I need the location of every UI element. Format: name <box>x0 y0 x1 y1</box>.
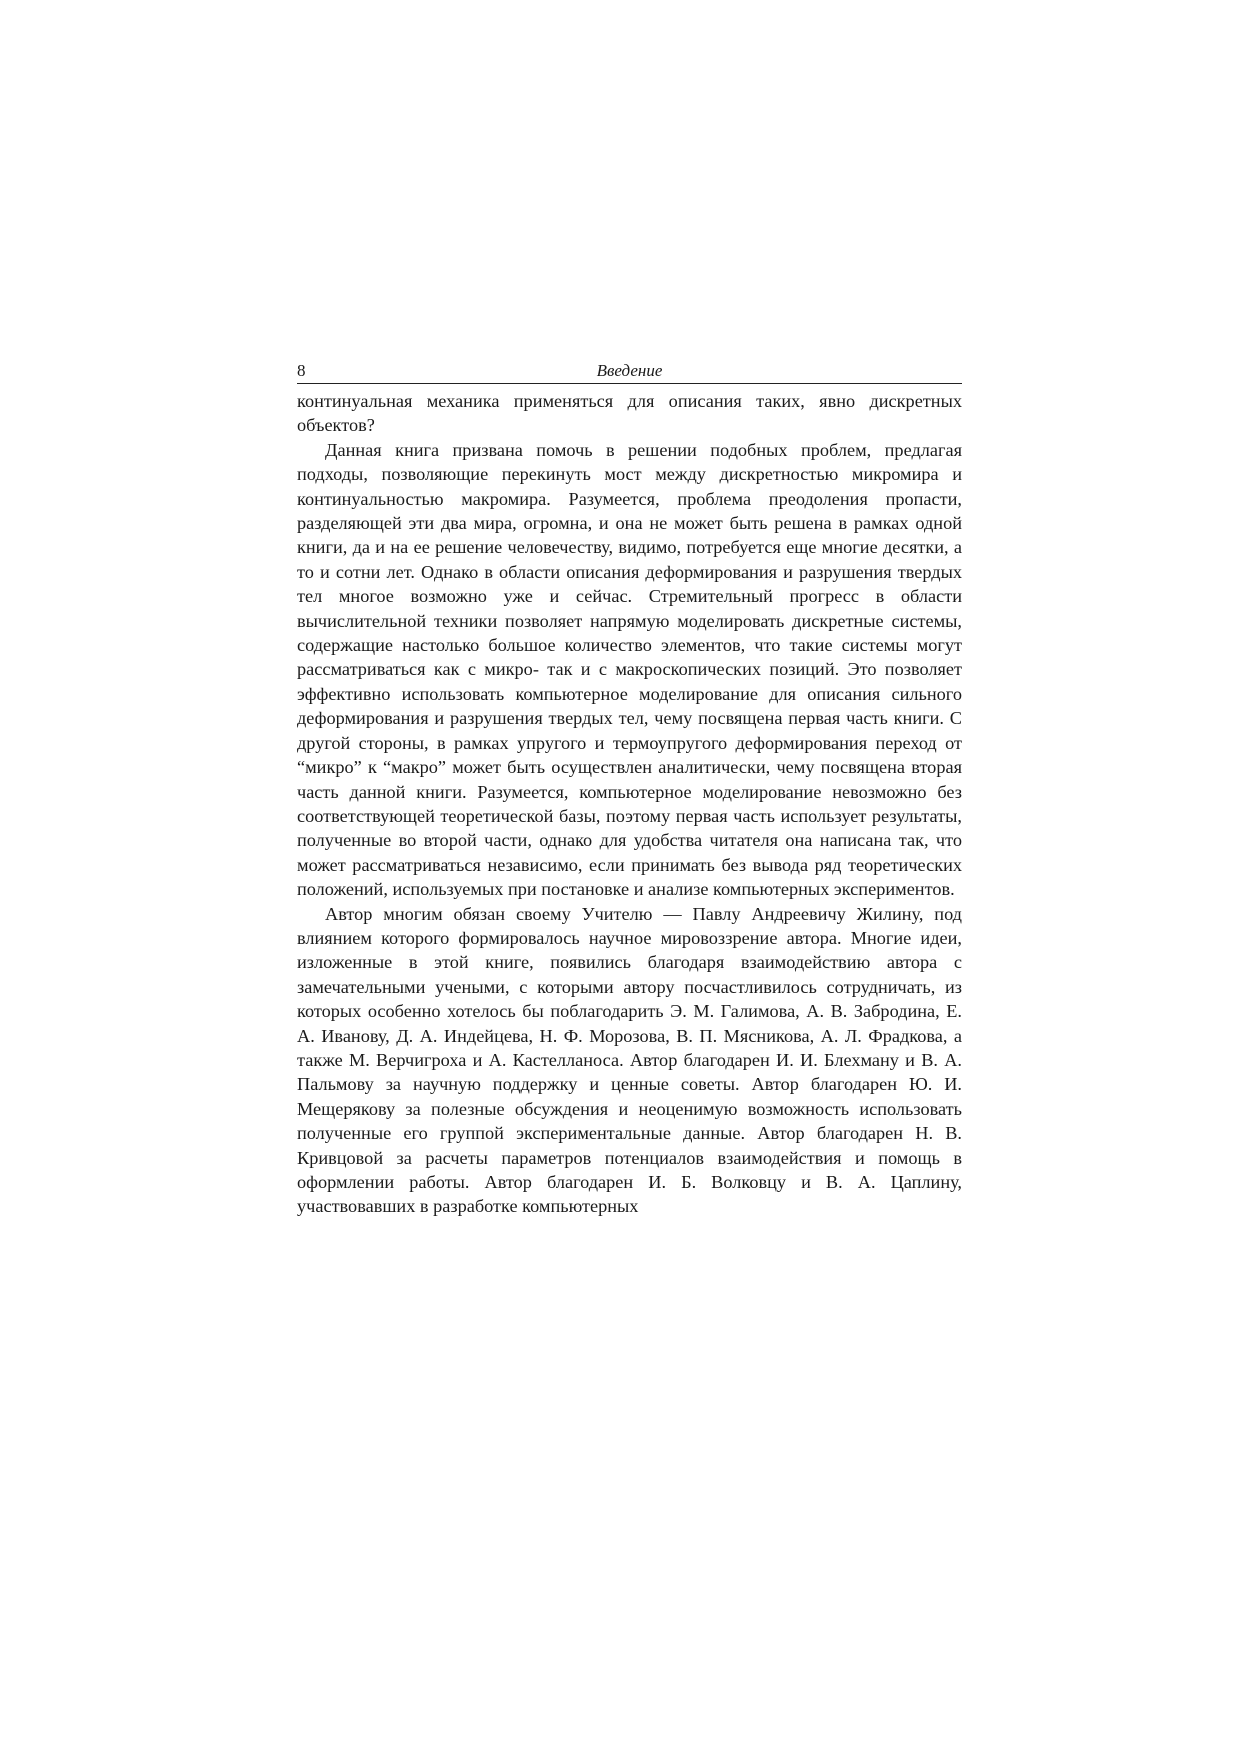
running-head <box>297 361 962 384</box>
page-number: 8 <box>297 361 306 380</box>
body-text <box>297 389 962 1219</box>
section-title: Введение <box>596 361 663 380</box>
paragraph-book-purpose: Данная книга призвана помочь в решении подобных проблем, предлагая подходы, позволяющие перекинуть мост между дискретностью микромира и континуальностью макромира. Разумеется, проблема преодоления пропасти, разделяющей эти два мира, огромна, и она не может быть решена в рамках одной книги, да и на ее решение человечеству, видимо, потребуется еще многие десятки, а то и сотни лет. Однако в области описания деформирования и разрушения твердых тел многое возможно уже и сейчас. Стремительный прогресс в области вычислительной техники позволяет напрямую моделировать дискретные системы, содержащие настолько большое количество элементов, что такие системы могут рассматриваться как с микро- так и с макроскопических позиций. Это позволяет эффективно использовать компьютерное моделирование для описания сильного деформирования и разрушения твердых тел, чему посвящена первая часть книги. С другой стороны, в рамках упругого и термоупругого деформирования переход от “микро” к “макро” может быть осуществлен аналитически, чему посвящена вторая часть данной книги. Разумеется, компьютерное моделирование невозможно без соответствующей теоретической базы, поэтому первая часть использует результаты, полученные во второй части, однако для удобства читателя она написана так, что может рассматриваться независимо, если принимать без вывода ряд теоретических положений, используемых при постановке и анализе компьютерных экспериментов. <box>297 439 962 900</box>
paragraph-acknowledgements: Автор многим обязан своему Учителю — Павлу Андреевичу Жилину, под влиянием которого формировалось научное мировоззрение автора. Многие идеи, изложенные в этой книге, появились благодаря взаимодействию автора с замечательными учеными, с которыми автору посчастливилось сотрудничать, из которых особенно хотелось бы поблагодарить Э. М. Галимова, А. В. Забродина, Е. А. Иванову, Д. А. Индейцева, Н. Ф. Морозова, В. П. Мясникова, А. Л. Фрадкова, а также М. Верчигроха и А. Кастелланоса. Автор благодарен И. И. Блехману и В. А. Пальмову за научную поддержку и ценные советы. Автор благодарен Ю. И. Мещерякову за полезные обсуждения и неоценимую возможность использовать полученные его группой экспериментальные данные. Автор благодарен Н. В. Кривцовой за расчеты параметров потенциалов взаимодействия и помощь в оформлении работы. Автор благодарен И. Б. Волковцу и В. А. Цаплину, участвовавших в разработке компьютерных <box>297 903 962 1217</box>
book-page <box>297 361 962 1219</box>
paragraph-continued: континуальная механика применяться для описания таких, явно дискретных объектов? <box>297 391 962 436</box>
